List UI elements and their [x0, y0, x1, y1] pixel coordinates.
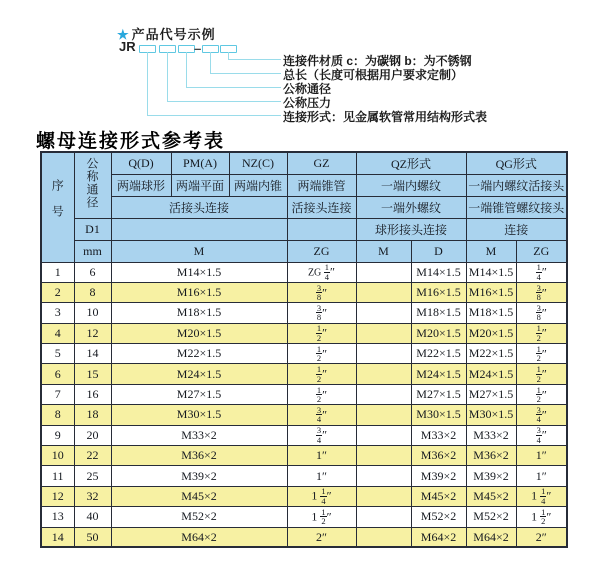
cell-zg-size: $\frac{3}{8}$ ″ — [287, 303, 356, 323]
cell-qz-d: M27×1.5 — [411, 384, 466, 404]
cell-qg-zg: 1 $\frac{1}{2}$ ″ — [516, 507, 567, 527]
cell-qg-zg: 1″ — [516, 466, 567, 486]
cell-zg-size: $\frac{3}{4}$ ″ — [287, 425, 356, 445]
cell-dn-mm: 40 — [74, 507, 111, 527]
cell-m-thread: M45×2 — [111, 486, 287, 506]
header-m-label: M — [111, 240, 287, 262]
header-blank — [111, 218, 287, 240]
header-col-gz: GZ — [287, 152, 356, 174]
cell-seq-no: 9 — [41, 425, 74, 445]
cell-seq-no: 12 — [41, 486, 74, 506]
cell-dn-mm: 15 — [74, 364, 111, 384]
table-row — [41, 282, 567, 302]
cell-qg-zg: $\frac{3}{4}$ ″ — [516, 425, 567, 445]
cell-qz-m — [356, 323, 411, 343]
cell-zg-size: 1 $\frac{1}{4}$ ″ — [287, 486, 356, 506]
cell-qg-m: M64×2 — [466, 527, 516, 547]
cell-qg-zg: 1″ — [516, 446, 567, 466]
header-zg-label: ZG — [287, 240, 356, 262]
header-qz-connection: 球形接头连接 — [356, 218, 466, 240]
header-d1: D1 — [74, 218, 111, 240]
cell-qg-zg: $\frac{3}{8}$ ″ — [516, 303, 567, 323]
cell-m-thread: M22×1.5 — [111, 344, 287, 364]
cell-m-thread: M20×1.5 — [111, 323, 287, 343]
code-separator: – — [194, 41, 202, 56]
cell-m-thread: M52×2 — [111, 507, 287, 527]
cell-qz-d: M39×2 — [411, 466, 466, 486]
cell-qz-m — [356, 527, 411, 547]
cell-qz-d: M52×2 — [411, 507, 466, 527]
code-prefix: JR — [119, 39, 136, 54]
cell-dn-mm: 12 — [74, 323, 111, 343]
cell-m-thread: M36×2 — [111, 446, 287, 466]
table-row — [41, 364, 567, 384]
cell-qg-m: M30×1.5 — [466, 405, 516, 425]
connector-line-5 — [228, 52, 281, 60]
cell-qz-d: M22×1.5 — [411, 344, 466, 364]
product-code-example-text: 产品代号示例 — [131, 27, 216, 42]
cell-seq-no: 11 — [41, 466, 74, 486]
label-total-length: 总长（长度可根据用户要求定制） — [283, 68, 464, 82]
cell-dn-mm: 32 — [74, 486, 111, 506]
cell-zg-size: $\frac{1}{2}$ ″ — [287, 323, 356, 343]
cell-m-thread: M64×2 — [111, 527, 287, 547]
header-seq-no: 序号 — [41, 152, 74, 262]
header-qg-m: M — [466, 240, 516, 262]
cell-qz-m — [356, 282, 411, 302]
cell-zg-size: $\frac{1}{2}$ ″ — [287, 364, 356, 384]
cell-seq-no: 3 — [41, 303, 74, 323]
header-qg-desc2: 一端锥管螺纹接头 — [466, 196, 567, 218]
cell-qg-m: M36×2 — [466, 446, 516, 466]
cell-zg-size: ZG $\frac{1}{4}$ ″ — [287, 262, 356, 282]
cell-qz-d: M45×2 — [411, 486, 466, 506]
cell-qg-zg: $\frac{3}{8}$ ″ — [516, 282, 567, 302]
label-nominal-pressure: 公称压力 — [283, 96, 332, 110]
header-mm: mm — [74, 240, 111, 262]
header-qz-d: D — [411, 240, 466, 262]
header-nominal-diameter: 公称通径 — [74, 152, 111, 218]
cell-seq-no: 10 — [41, 446, 74, 466]
cell-m-thread: M16×1.5 — [111, 282, 287, 302]
cell-zg-size: 1 $\frac{1}{2}$ ″ — [287, 507, 356, 527]
cell-qz-m — [356, 344, 411, 364]
cell-qg-m: M24×1.5 — [466, 364, 516, 384]
header-col-pma: PM(A) — [171, 152, 229, 174]
cell-seq-no: 4 — [41, 323, 74, 343]
cell-qg-m: M22×1.5 — [466, 344, 516, 364]
cell-qg-zg: $\frac{1}{2}$ ″ — [516, 384, 567, 404]
cell-dn-mm: 25 — [74, 466, 111, 486]
cell-qz-m — [356, 262, 411, 282]
cell-qg-zg: $\frac{1}{2}$ ″ — [516, 364, 567, 384]
cell-qz-m — [356, 384, 411, 404]
cell-zg-size: $\frac{1}{2}$ ″ — [287, 384, 356, 404]
cell-qg-zg: $\frac{1}{2}$ ″ — [516, 323, 567, 343]
header-gz-desc: 两端锥管 — [287, 174, 356, 196]
header-qz-desc2: 一端外螺纹 — [356, 196, 466, 218]
label-nominal-diameter: 公称通径 — [283, 82, 332, 96]
cell-qg-m: M33×2 — [466, 425, 516, 445]
cell-qg-m: M52×2 — [466, 507, 516, 527]
cell-seq-no: 13 — [41, 507, 74, 527]
header-gz-connection: 活接头连接 — [287, 196, 356, 218]
cell-seq-no: 1 — [41, 262, 74, 282]
table-body — [41, 262, 567, 547]
header-col-qd: Q(D) — [111, 152, 171, 174]
table-row — [41, 507, 567, 527]
cell-zg-size: $\frac{3}{4}$ ″ — [287, 405, 356, 425]
cell-qg-m: M18×1.5 — [466, 303, 516, 323]
table-title: 螺母连接形式参考表 — [36, 131, 226, 152]
header-qg-connection: 连接 — [466, 218, 567, 240]
header-qz-desc1: 一端内螺纹 — [356, 174, 466, 196]
cell-dn-mm: 8 — [74, 282, 111, 302]
table-row — [41, 486, 567, 506]
cell-m-thread: M18×1.5 — [111, 303, 287, 323]
header-col-qg: QG形式 — [466, 152, 567, 174]
cell-qz-m — [356, 466, 411, 486]
cell-qg-m: M27×1.5 — [466, 384, 516, 404]
cell-qz-d: M36×2 — [411, 446, 466, 466]
cell-m-thread: M27×1.5 — [111, 384, 287, 404]
cell-qz-m — [356, 446, 411, 466]
cell-seq-no: 7 — [41, 384, 74, 404]
cell-qz-m — [356, 507, 411, 527]
table-row — [41, 303, 567, 323]
header-blank-gz — [287, 218, 356, 240]
header-qd-desc: 两端球形 — [111, 174, 171, 196]
table-row — [41, 323, 567, 343]
nut-connection-reference-table — [40, 151, 568, 548]
cell-m-thread: M30×1.5 — [111, 405, 287, 425]
header-qg-zg: ZG — [516, 240, 567, 262]
cell-m-thread: M39×2 — [111, 466, 287, 486]
cell-dn-mm: 20 — [74, 425, 111, 445]
cell-seq-no: 6 — [41, 364, 74, 384]
cell-zg-size: $\frac{1}{2}$ ″ — [287, 344, 356, 364]
cell-dn-mm: 14 — [74, 344, 111, 364]
cell-seq-no: 14 — [41, 527, 74, 547]
table-row — [41, 425, 567, 445]
table-row — [41, 384, 567, 404]
cell-qz-d: M24×1.5 — [411, 364, 466, 384]
label-connection-form: 连接形式：见金属软管常用结构形式表 — [283, 110, 488, 124]
cell-m-thread: M24×1.5 — [111, 364, 287, 384]
header-pma-desc: 两端平面 — [171, 174, 229, 196]
cell-qz-d: M33×2 — [411, 425, 466, 445]
cell-qg-m: M45×2 — [466, 486, 516, 506]
header-col-qz: QZ形式 — [356, 152, 466, 174]
header-qg-desc1: 一端内螺纹活接头 — [466, 174, 567, 196]
header-union-connection: 活接头连接 — [111, 196, 287, 218]
cell-seq-no: 8 — [41, 405, 74, 425]
cell-seq-no: 2 — [41, 282, 74, 302]
cell-m-thread: M33×2 — [111, 425, 287, 445]
cell-qg-m: M20×1.5 — [466, 323, 516, 343]
cell-qg-m: M16×1.5 — [466, 282, 516, 302]
header-qz-m: M — [356, 240, 411, 262]
cell-qg-zg: $\frac{1}{2}$ ″ — [516, 344, 567, 364]
table-row — [41, 262, 567, 282]
label-connector-material: 连接件材质 c：为碳钢 b：为不锈钢 — [283, 54, 472, 68]
cell-zg-size: $\frac{3}{8}$ ″ — [287, 282, 356, 302]
cell-qg-zg: $\frac{1}{4}$ ″ — [516, 262, 567, 282]
cell-dn-mm: 6 — [74, 262, 111, 282]
cell-dn-mm: 10 — [74, 303, 111, 323]
cell-m-thread: M14×1.5 — [111, 262, 287, 282]
table-row — [41, 405, 567, 425]
cell-dn-mm: 22 — [74, 446, 111, 466]
cell-qz-d: M14×1.5 — [411, 262, 466, 282]
table-row — [41, 527, 567, 547]
cell-qz-d: M30×1.5 — [411, 405, 466, 425]
cell-qg-zg: $\frac{3}{4}$ ″ — [516, 405, 567, 425]
table-row — [41, 344, 567, 364]
cell-zg-size: 1″ — [287, 466, 356, 486]
cell-zg-size: 2″ — [287, 527, 356, 547]
cell-qg-zg: 1 $\frac{1}{4}$ ″ — [516, 486, 567, 506]
cell-qz-m — [356, 364, 411, 384]
cell-qz-m — [356, 425, 411, 445]
cell-qg-m: M14×1.5 — [466, 262, 516, 282]
cell-zg-size: 1″ — [287, 446, 356, 466]
cell-qz-d: M18×1.5 — [411, 303, 466, 323]
cell-qg-m: M39×2 — [466, 466, 516, 486]
cell-qg-zg: 2″ — [516, 527, 567, 547]
cell-qz-d: M64×2 — [411, 527, 466, 547]
table-row — [41, 466, 567, 486]
header-nzc-desc: 两端内锥 — [229, 174, 287, 196]
header-col-nzc: NZ(C) — [229, 152, 287, 174]
cell-seq-no: 5 — [41, 344, 74, 364]
cell-qz-d: M16×1.5 — [411, 282, 466, 302]
cell-dn-mm: 18 — [74, 405, 111, 425]
cell-qz-m — [356, 486, 411, 506]
cell-dn-mm: 50 — [74, 527, 111, 547]
cell-qz-m — [356, 405, 411, 425]
cell-qz-m — [356, 303, 411, 323]
cell-qz-d: M20×1.5 — [411, 323, 466, 343]
cell-dn-mm: 16 — [74, 384, 111, 404]
table-row — [41, 446, 567, 466]
star-icon: ★ — [117, 27, 130, 42]
